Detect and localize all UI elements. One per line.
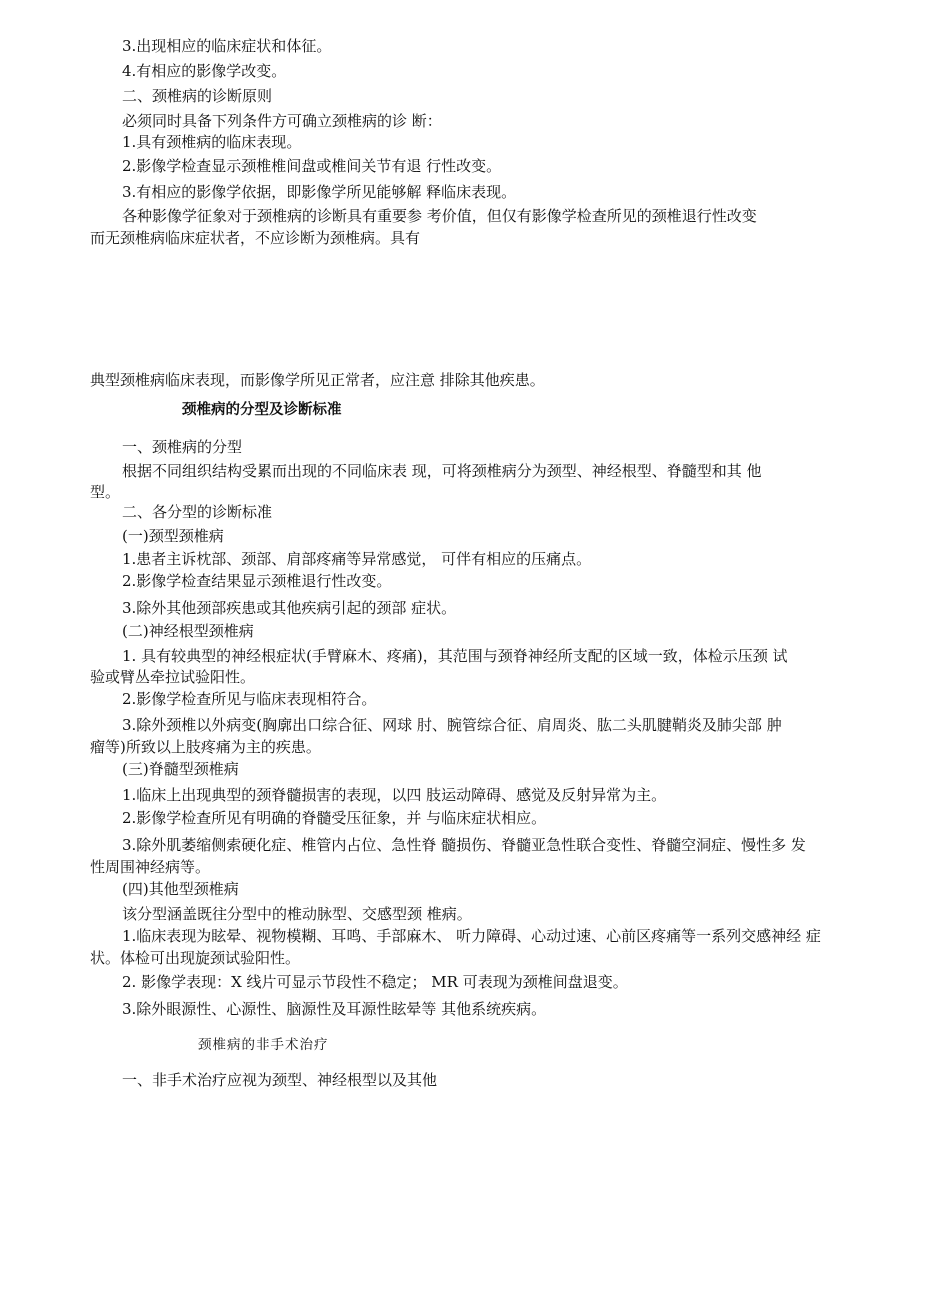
text-line: 2.影像学检查所见有明确的脊髓受压征象，并 与临床症状相应。 [122, 809, 547, 827]
subsection-heading: (一)颈型颈椎病 [122, 527, 224, 545]
text-line: 1.临床上出现典型的颈脊髓损害的表现，以四 肢运动障碍、感觉及反射异常为主。 [122, 786, 667, 804]
text-line: 3.除外眼源性、心源性、脑源性及耳源性眩晕等 其他系统疾病。 [122, 1000, 547, 1018]
text-line: 3.有相应的影像学依据，即影像学所见能够解 释临床表现。 [122, 183, 517, 201]
subsection-heading: (二)神经根型颈椎病 [122, 622, 254, 640]
text-line: 3.除外其他颈部疾患或其他疾病引起的颈部 症状。 [122, 599, 457, 617]
text-line: 2.影像学检查所见与临床表现相符合。 [122, 690, 377, 708]
text-line: 4.有相应的影像学改变。 [122, 62, 287, 80]
text-line: 2. 影像学表现：X 线片可显示节段性不稳定； MR 可表现为颈椎间盘退变。 [122, 973, 628, 991]
section-heading: 二、颈椎病的诊断原则 [122, 87, 273, 105]
text-line: 各种影像学征象对于颈椎病的诊断具有重要参 考价值，但仅有影像学检查所见的颈椎退行性改变 [122, 207, 757, 225]
section-heading: 二、各分型的诊断标准 [122, 503, 273, 521]
text-line: 1.具有颈椎病的临床表现。 [122, 133, 302, 151]
chapter-title: 颈椎病的非手术治疗 [198, 1037, 329, 1053]
text-line: 2.影像学检查结果显示颈椎退行性改变。 [122, 572, 392, 590]
text-line: 性周围神经病等。 [90, 858, 211, 876]
text-line: 该分型涵盖既往分型中的椎动脉型、交感型颈 椎病。 [122, 905, 472, 923]
text-line: 1.患者主诉枕部、颈部、肩部疼痛等异常感觉， 可伴有相应的压痛点。 [122, 550, 592, 568]
text-line: 根据不同组织结构受累而出现的不同临床表 现，可将颈椎病分为颈型、神经根型、脊髓型和其 他 [122, 462, 762, 480]
text-line: 型。 [90, 483, 121, 501]
text-line: 3.除外肌萎缩侧索硬化症、椎管内占位、急性脊 髓损伤、脊髓亚急性联合变性、脊髓空洞症、慢性多 发 [122, 836, 806, 854]
text-line: 1. 具有较典型的神经根症状(手臂麻木、疼痛)，其范围与颈脊神经所支配的区域一致，体检示压颈 试 [122, 647, 788, 665]
text-line: 一、非手术治疗应视为颈型、神经根型以及其他 [122, 1071, 438, 1089]
subsection-heading: (四)其他型颈椎病 [122, 880, 239, 898]
text-line: 必须同时具备下列条件方可确立颈椎病的诊 断： [122, 112, 442, 130]
text-line: 验或臂丛牵拉试验阳性。 [90, 668, 256, 686]
chapter-title: 颈椎病的分型及诊断标准 [182, 402, 342, 418]
section-heading: 一、颈椎病的分型 [122, 438, 243, 456]
text-line: 3.出现相应的临床症状和体征。 [122, 37, 332, 55]
text-line: 而无颈椎病临床症状者，不应诊断为颈椎病。具有 [90, 229, 421, 247]
text-line: 典型颈椎病临床表现，而影像学所见正常者，应注意 排除其他疾患。 [90, 371, 545, 389]
text-line: 瘤等)所致以上肢疼痛为主的疾患。 [90, 738, 321, 756]
subsection-heading: (三)脊髓型颈椎病 [122, 760, 239, 778]
text-line: 状。体检可出现旋颈试验阳性。 [90, 949, 301, 967]
text-line: 3.除外颈椎以外病变(胸廓出口综合征、网球 肘、腕管综合征、肩周炎、肱二头肌腱鞘炎及肺尖部 肿 [122, 716, 782, 734]
text-line: 2.影像学检查显示颈椎椎间盘或椎间关节有退 行性改变。 [122, 157, 502, 175]
text-line: 1.临床表现为眩晕、视物模糊、耳鸣、手部麻木、 听力障碍、心动过速、心前区疼痛等一系列交感神经 症 [122, 927, 821, 945]
